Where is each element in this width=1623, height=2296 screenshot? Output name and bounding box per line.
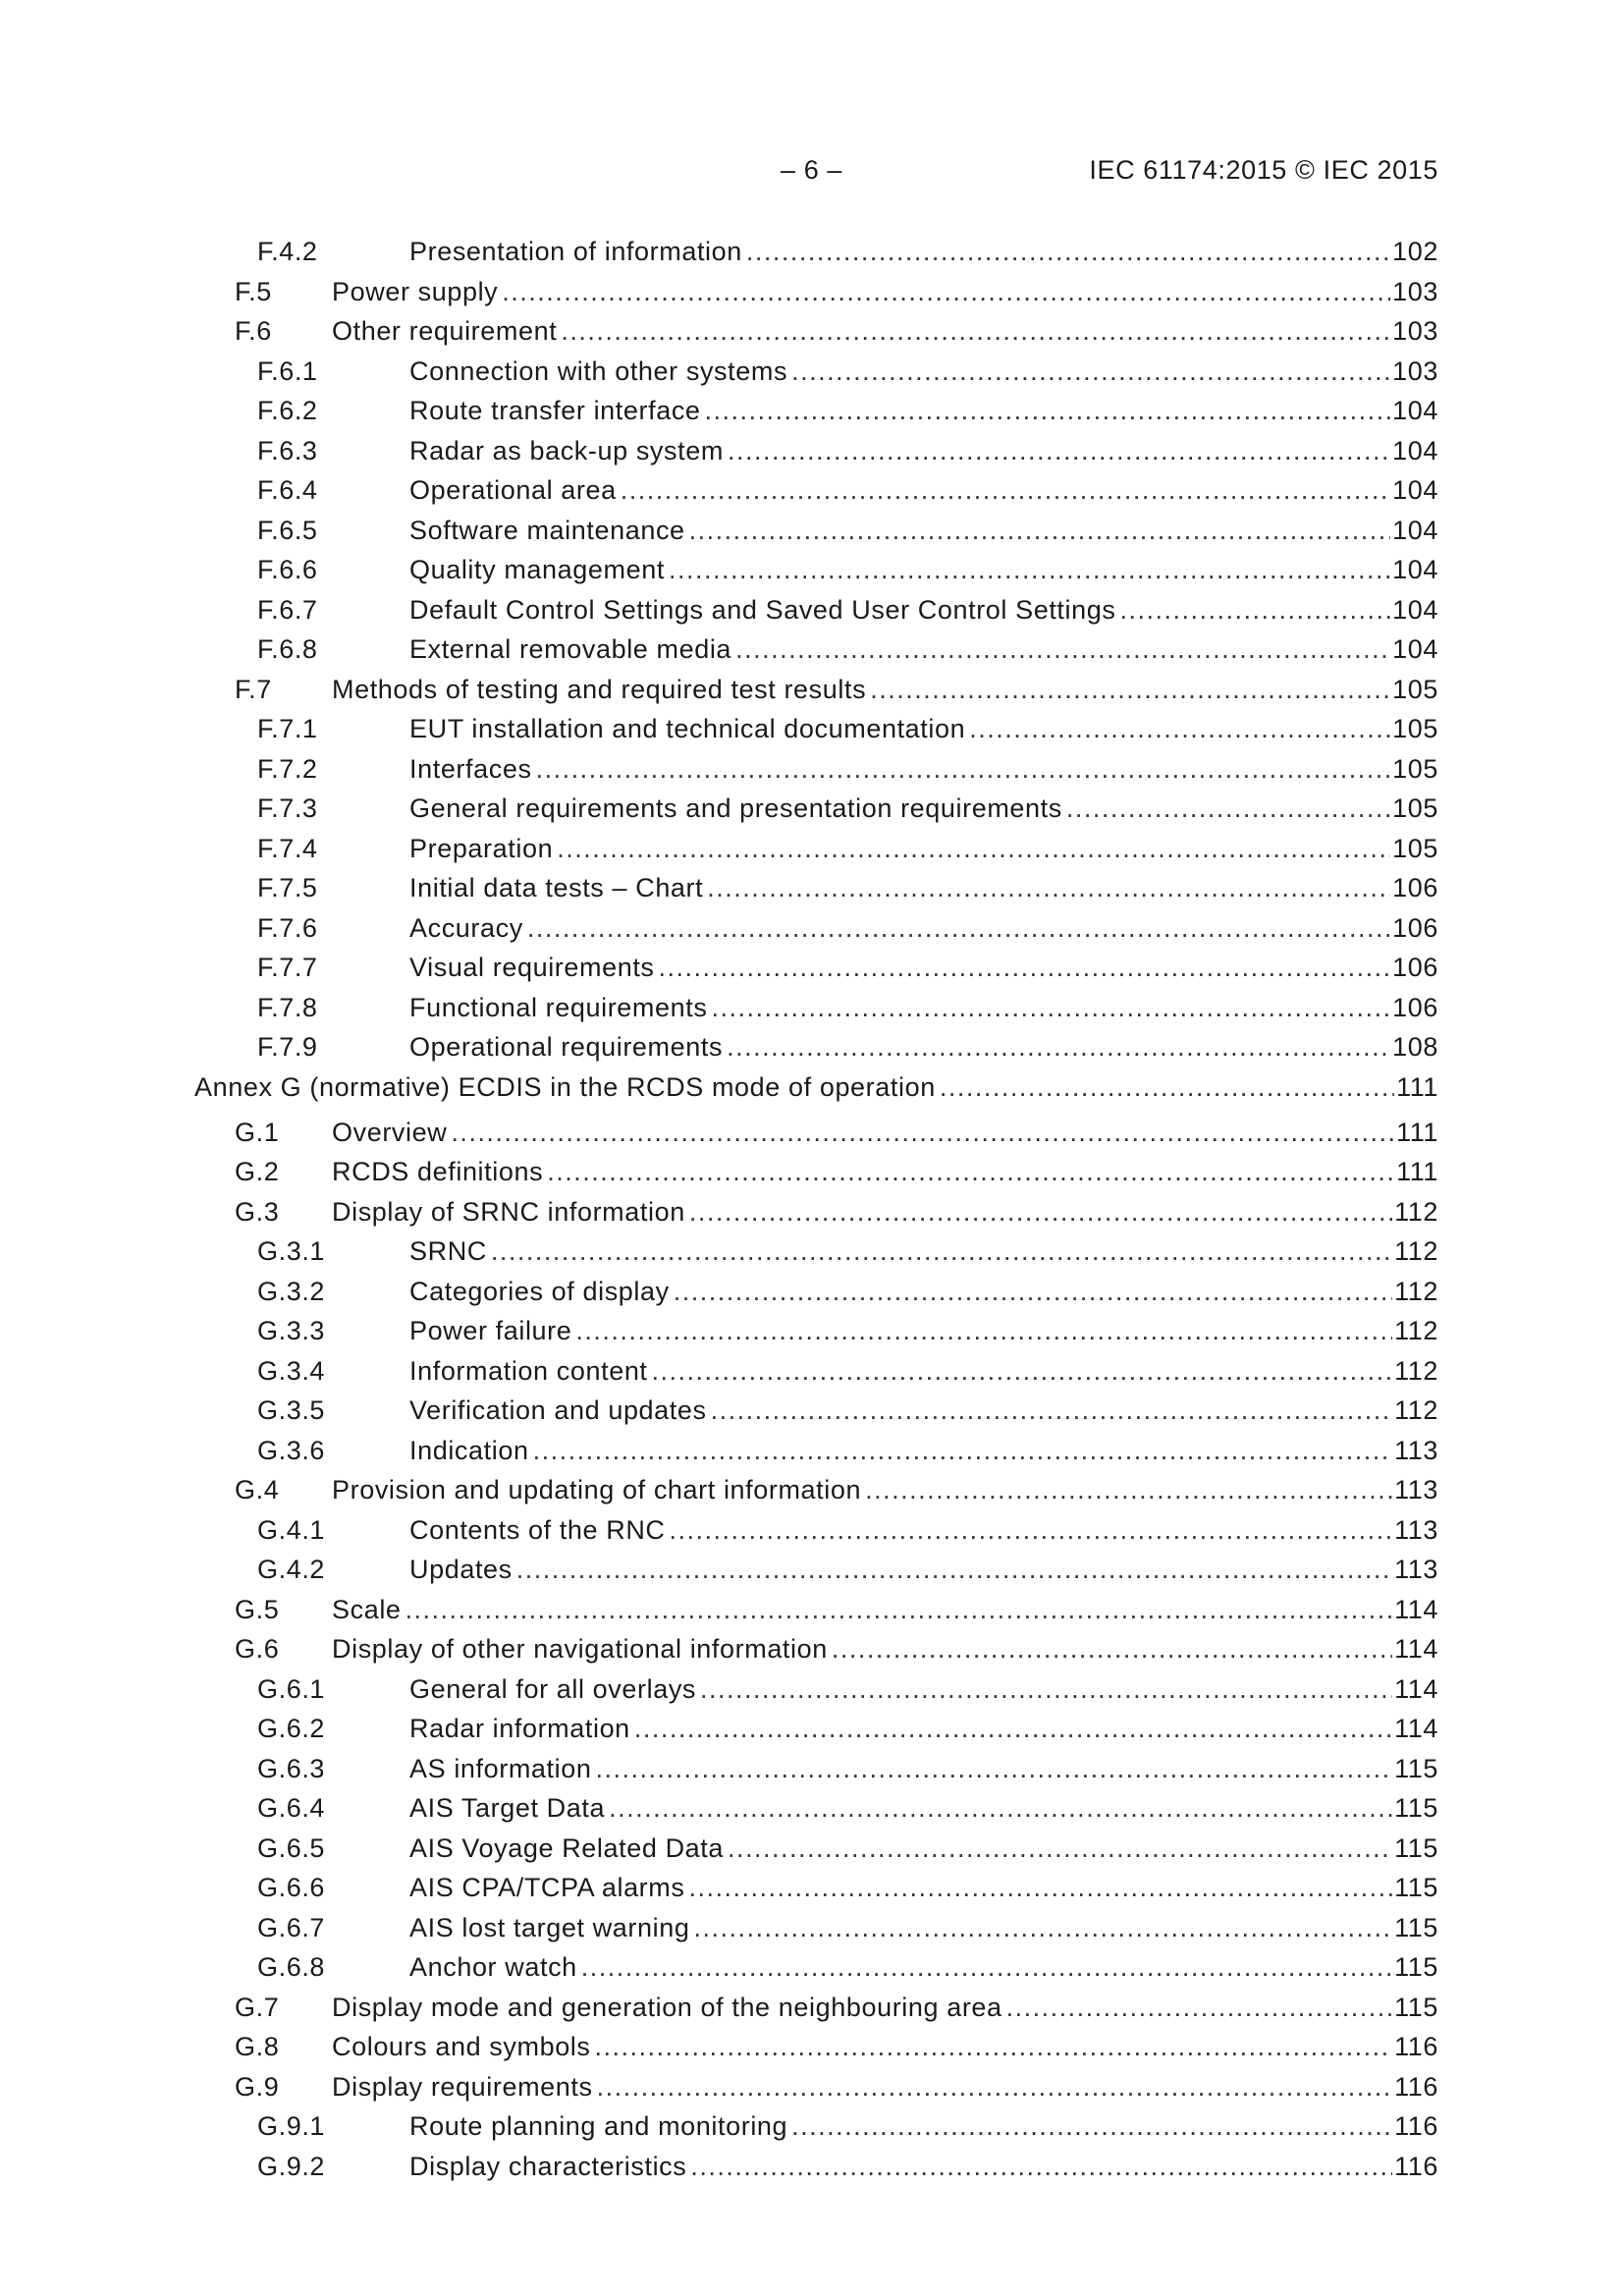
- toc-entry[interactable]: [0, 1231, 1623, 1272]
- dot-leader: [870, 670, 1390, 710]
- toc-entry-page: 111: [1396, 1117, 1438, 1147]
- toc-entry-leader: [409, 2147, 1438, 2187]
- toc-entry[interactable]: [0, 908, 1623, 949]
- toc-entry-title: Display characteristics: [409, 2147, 690, 2187]
- toc-entry-leader: [409, 1231, 1438, 1272]
- toc-entry-page: 105: [1392, 674, 1438, 704]
- dot-leader: [1006, 1988, 1392, 2028]
- toc-entry-number: G.4.2: [257, 1555, 326, 1584]
- toc-entry-title: Route transfer interface: [409, 391, 705, 431]
- toc-entry-leader: [332, 2027, 1438, 2067]
- dot-leader: [728, 431, 1390, 471]
- toc-entry[interactable]: [0, 2106, 1623, 2147]
- toc-entry-leader: [409, 2106, 1438, 2147]
- toc-entry-number: G.3.5: [257, 1395, 326, 1425]
- toc-entry-number: F.6.7: [257, 594, 318, 625]
- toc-entry[interactable]: [0, 868, 1623, 908]
- toc-entry-number: F.5: [235, 276, 272, 306]
- toc-entry[interactable]: [0, 1311, 1623, 1351]
- toc-entry-leader: [332, 1629, 1438, 1669]
- toc-entry[interactable]: [0, 352, 1623, 392]
- toc-entry-page: 106: [1392, 953, 1438, 982]
- dot-leader: [746, 232, 1390, 272]
- toc-entry[interactable]: [0, 1709, 1623, 1749]
- toc-entry-number: G.5: [235, 1594, 280, 1624]
- toc-entry[interactable]: [0, 629, 1623, 670]
- toc-entry-title: Scale: [332, 1590, 406, 1630]
- toc-entry-page: 113: [1394, 1555, 1438, 1584]
- toc-entry-number: G.8: [235, 2032, 280, 2061]
- toc-entry-number: G.6.3: [257, 1753, 326, 1783]
- toc-entry-leader: [332, 1590, 1438, 1630]
- toc-entry-number: F.6.4: [257, 475, 318, 505]
- toc-entry-leader: [409, 709, 1438, 749]
- toc-entry[interactable]: [0, 272, 1623, 312]
- toc-entry-number: F.7.7: [257, 953, 318, 982]
- dot-leader: [727, 1027, 1390, 1067]
- toc-entry[interactable]: [0, 550, 1623, 590]
- toc-entry-leader: [409, 1027, 1438, 1067]
- toc-entry-page: 112: [1394, 1355, 1438, 1386]
- toc-entry-page: 112: [1394, 1236, 1438, 1266]
- toc-entry-title: Radar as back-up system: [409, 431, 728, 471]
- toc-entry[interactable]: [0, 1749, 1623, 1789]
- dot-leader: [621, 470, 1390, 511]
- toc-entry[interactable]: [0, 1192, 1623, 1232]
- dot-leader: [1066, 789, 1390, 829]
- toc-entry[interactable]: [0, 232, 1623, 272]
- toc-entry-page: 112: [1394, 1316, 1438, 1345]
- toc-entry[interactable]: [0, 1829, 1623, 1869]
- dot-leader: [557, 829, 1390, 869]
- toc-entry-title: Verification and updates: [409, 1391, 711, 1431]
- toc-entry-page: 115: [1394, 1912, 1438, 1942]
- page-header: [0, 155, 1623, 191]
- toc-entry-title: General for all overlays: [409, 1669, 700, 1710]
- toc-entry-number: G.6.2: [257, 1714, 326, 1743]
- toc-entry-leader: [332, 1152, 1438, 1192]
- toc-entry-leader: [332, 1988, 1438, 2028]
- toc-entry-number: F.7.5: [257, 873, 318, 902]
- toc-entry-number: G.6.1: [257, 1673, 326, 1704]
- toc-entry[interactable]: [0, 1669, 1623, 1710]
- toc-entry[interactable]: [0, 391, 1623, 431]
- dot-leader: [634, 1709, 1392, 1749]
- toc-entry-leader: [409, 1749, 1438, 1789]
- toc-entry-leader: [332, 2067, 1438, 2107]
- toc-entry[interactable]: [0, 670, 1623, 710]
- toc-entry-leader: [409, 829, 1438, 869]
- dot-leader: [491, 1231, 1392, 1272]
- dot-leader: [688, 1868, 1392, 1908]
- dot-leader: [527, 908, 1390, 949]
- toc-entry-number: G.2: [235, 1157, 280, 1186]
- toc-entry[interactable]: [0, 1152, 1623, 1192]
- toc-entry-title: Display requirements: [332, 2067, 597, 2107]
- dot-leader: [690, 2147, 1392, 2187]
- toc-entry-leader: [332, 670, 1438, 710]
- toc-entry-number: G.4: [235, 1475, 280, 1504]
- toc-entry-page: 105: [1392, 833, 1438, 863]
- toc-entry-title: Accuracy: [409, 908, 527, 949]
- dot-leader: [689, 511, 1390, 551]
- dot-leader: [547, 1152, 1394, 1192]
- toc-entry[interactable]: [0, 470, 1623, 511]
- toc-entry-title: Display of other navigational information: [332, 1629, 832, 1669]
- toc-entry-number: G.3.1: [257, 1236, 326, 1266]
- toc-entry-title: Power failure: [409, 1311, 575, 1351]
- document-id: IEC 61174:2015 © IEC 2015: [1089, 155, 1438, 185]
- toc-entry-leader: [332, 272, 1438, 312]
- toc-entry-title: Updates: [409, 1550, 516, 1590]
- toc-entry[interactable]: [0, 431, 1623, 471]
- toc-entry[interactable]: [0, 511, 1623, 551]
- toc-entry-number: F.7: [235, 674, 272, 704]
- toc-entry-page: 112: [1394, 1196, 1438, 1227]
- toc-entry-page: 106: [1392, 912, 1438, 943]
- toc-entry[interactable]: [0, 1113, 1623, 1153]
- dot-leader: [832, 1629, 1392, 1669]
- dot-leader: [1119, 590, 1390, 630]
- toc-entry[interactable]: [0, 1988, 1623, 2028]
- toc-entry-leader: [409, 470, 1438, 511]
- toc-entry-title: General requirements and presentation requirements: [409, 789, 1066, 829]
- toc-entry-page: 105: [1392, 793, 1438, 823]
- toc-entry-leader: [409, 590, 1438, 630]
- toc-entry[interactable]: [0, 2027, 1623, 2067]
- toc-entry-leader: [194, 1067, 1438, 1108]
- dot-leader: [940, 1067, 1394, 1108]
- toc-entry-page: 106: [1392, 873, 1438, 902]
- toc-entry-number: G.3.3: [257, 1316, 326, 1345]
- page-number: – 6 –: [781, 155, 843, 185]
- dot-leader: [711, 1391, 1393, 1431]
- toc-entry-page: 106: [1392, 992, 1438, 1022]
- toc-entry-title: Initial data tests – Chart: [409, 868, 707, 908]
- toc-entry-leader: [332, 1192, 1438, 1232]
- toc-entry[interactable]: [0, 1550, 1623, 1590]
- toc-entry-page: 113: [1394, 1475, 1438, 1504]
- toc-entry-page: 103: [1392, 316, 1438, 346]
- dot-leader: [670, 1510, 1393, 1551]
- toc-entry-page: 114: [1394, 1634, 1438, 1664]
- toc-entry-page: 114: [1394, 1673, 1438, 1704]
- toc-entry-page: 116: [1394, 2111, 1438, 2141]
- toc-entry[interactable]: [0, 2067, 1623, 2107]
- toc-entry-number: F.6.1: [257, 355, 318, 386]
- toc-entry-page: 108: [1392, 1032, 1438, 1062]
- dot-leader: [595, 2027, 1393, 2067]
- dot-leader: [561, 311, 1390, 352]
- toc-entry-title: AIS lost target warning: [409, 1908, 693, 1948]
- toc-entry[interactable]: [0, 1470, 1623, 1510]
- dot-leader: [705, 391, 1391, 431]
- toc-entry-title: Route planning and monitoring: [409, 2106, 791, 2147]
- toc-entry-title: Preparation: [409, 829, 557, 869]
- dot-leader: [575, 1311, 1392, 1351]
- toc-entry-leader: [409, 908, 1438, 949]
- toc-entry-title: Presentation of information: [409, 232, 746, 272]
- toc-entry-title: Categories of display: [409, 1272, 674, 1312]
- toc-entry-number: G.6.4: [257, 1793, 326, 1823]
- toc-entry-title: External removable media: [409, 629, 735, 670]
- dot-leader: [969, 709, 1390, 749]
- toc-entry-page: 111: [1396, 1071, 1438, 1102]
- toc-entry-leader: [332, 1470, 1438, 1510]
- toc-entry-title: Operational requirements: [409, 1027, 727, 1067]
- toc-entry-page: 104: [1392, 634, 1438, 664]
- toc-entry[interactable]: [0, 311, 1623, 352]
- toc-entry-leader: [409, 1431, 1438, 1471]
- toc-entry-title: AIS Target Data: [409, 1788, 609, 1829]
- toc-entry-page: 112: [1394, 1395, 1438, 1425]
- toc-entry-number: F.7.9: [257, 1032, 318, 1062]
- dot-leader: [652, 1351, 1393, 1392]
- toc-entry-leader: [409, 1868, 1438, 1908]
- toc-entry[interactable]: [0, 1431, 1623, 1471]
- toc-entry[interactable]: [0, 1629, 1623, 1669]
- toc-entry-page: 103: [1392, 355, 1438, 386]
- toc-entry-page: 112: [1394, 1276, 1438, 1306]
- toc-entry-number: G.9: [235, 2071, 280, 2102]
- toc-entry-title: Operational area: [409, 470, 621, 511]
- toc-entry-page: 115: [1394, 1873, 1438, 1902]
- toc-entry-title: Overview: [332, 1113, 451, 1153]
- toc-entry[interactable]: [0, 988, 1623, 1028]
- dot-leader: [791, 2106, 1392, 2147]
- toc-entry-number: G.3.4: [257, 1355, 326, 1386]
- toc-entry-leader: [409, 1510, 1438, 1551]
- toc-entry-page: 115: [1394, 1952, 1438, 1982]
- toc-entry-leader: [409, 550, 1438, 590]
- toc-entry-page: 116: [1394, 2151, 1438, 2181]
- toc-entry[interactable]: [0, 1272, 1623, 1312]
- toc-entry-leader: [409, 1550, 1438, 1590]
- toc-entry-title: AIS Voyage Related Data: [409, 1829, 728, 1869]
- toc-entry-page: 102: [1392, 237, 1438, 266]
- toc-entry-title: Connection with other systems: [409, 352, 791, 392]
- toc-entry[interactable]: [0, 749, 1623, 790]
- dot-leader: [536, 749, 1391, 790]
- toc-entry-leader: [409, 1908, 1438, 1948]
- toc-entry-page: 113: [1394, 1435, 1438, 1465]
- toc-entry-title: Software maintenance: [409, 511, 689, 551]
- toc-entry-page: 114: [1394, 1714, 1438, 1743]
- toc-entry-page: 111: [1396, 1157, 1438, 1186]
- toc-entry-number: G.3.6: [257, 1435, 326, 1465]
- dot-leader: [451, 1113, 1394, 1153]
- toc-entry-page: 105: [1392, 714, 1438, 743]
- toc-entry-page: 116: [1394, 2032, 1438, 2061]
- toc-entry[interactable]: [0, 1351, 1623, 1392]
- toc-entry-number: F.6.2: [257, 396, 318, 425]
- toc-entry-number: G.9.2: [257, 2151, 326, 2181]
- toc-entry[interactable]: [0, 948, 1623, 988]
- toc-entry-number: F.7.4: [257, 833, 318, 863]
- toc-entry-title: Interfaces: [409, 749, 536, 790]
- toc-entry-number: F.7.2: [257, 753, 318, 784]
- toc-entry-number: F.7.8: [257, 992, 318, 1022]
- toc-entry-leader: [409, 1272, 1438, 1312]
- toc-entry[interactable]: [0, 1947, 1623, 1988]
- dot-leader: [693, 1908, 1392, 1948]
- toc-entry[interactable]: [0, 1391, 1623, 1431]
- toc-entry[interactable]: [0, 1908, 1623, 1948]
- toc-entry-title: SRNC: [409, 1231, 491, 1272]
- toc-entry-page: 105: [1392, 753, 1438, 784]
- toc-entry-title: Quality management: [409, 550, 669, 590]
- toc-entry-page: 104: [1392, 396, 1438, 425]
- toc-entry-title: Indication: [409, 1431, 533, 1471]
- toc-entry-number: G.6.6: [257, 1873, 326, 1902]
- toc-entry-title: Other requirement: [332, 311, 561, 352]
- dot-leader: [533, 1431, 1393, 1471]
- toc-annex-heading[interactable]: [0, 1067, 1623, 1113]
- toc-entry-page: 115: [1394, 1992, 1438, 2022]
- toc-entry-number: F.6.8: [257, 634, 318, 664]
- toc-entry-page: 115: [1394, 1753, 1438, 1783]
- toc-entry-leader: [332, 1113, 1438, 1153]
- toc-entry[interactable]: [0, 1590, 1623, 1630]
- toc-entry-leader: [409, 1947, 1438, 1988]
- dot-leader: [689, 1192, 1392, 1232]
- toc-entry-title: AS information: [409, 1749, 595, 1789]
- dot-leader: [581, 1947, 1392, 1988]
- toc-entry-title: Methods of testing and required test results: [332, 670, 870, 710]
- dot-leader: [865, 1470, 1392, 1510]
- toc-entry-title: Contents of the RNC: [409, 1510, 670, 1551]
- toc-entry-number: G.4.1: [257, 1514, 326, 1545]
- toc-entry[interactable]: [0, 789, 1623, 829]
- toc-entry-number: F.4.2: [257, 237, 318, 266]
- toc-entry-leader: [409, 948, 1438, 988]
- toc-entry-leader: [409, 1351, 1438, 1392]
- toc-entry-title: Annex G (normative) ECDIS in the RCDS mode of operation: [194, 1067, 940, 1108]
- toc-entry[interactable]: [0, 829, 1623, 869]
- toc-entry-leader: [409, 232, 1438, 272]
- toc-entry-title: Display of SRNC information: [332, 1192, 689, 1232]
- toc-entry-title: Information content: [409, 1351, 652, 1392]
- dot-leader: [597, 2067, 1393, 2107]
- toc-entry[interactable]: [0, 1027, 1623, 1067]
- toc-entry-leader: [409, 1829, 1438, 1869]
- toc-entry-title: AIS CPA/TCPA alarms: [409, 1868, 688, 1908]
- toc-entry-leader: [409, 1788, 1438, 1829]
- toc-entry-leader: [332, 311, 1438, 352]
- toc-entry-leader: [409, 789, 1438, 829]
- toc-entry-leader: [409, 1669, 1438, 1710]
- toc-entry[interactable]: [0, 1868, 1623, 1908]
- dot-leader: [791, 352, 1390, 392]
- toc-entry[interactable]: [0, 1788, 1623, 1829]
- toc-entry-page: 114: [1394, 1594, 1438, 1624]
- toc-entry-number: F.6.5: [257, 515, 318, 545]
- toc-entry-title: Anchor watch: [409, 1947, 581, 1988]
- toc-entry-number: G.6.7: [257, 1912, 326, 1942]
- toc-entry-number: F.6.6: [257, 555, 318, 584]
- table-of-contents: [0, 232, 1623, 2186]
- toc-entry-number: G.6: [235, 1634, 280, 1664]
- toc-entry-title: Power supply: [332, 272, 502, 312]
- toc-entry-number: F.6: [235, 316, 272, 346]
- toc-entry-title: Functional requirements: [409, 988, 711, 1028]
- toc-entry-title: Visual requirements: [409, 948, 659, 988]
- toc-entry-leader: [409, 1391, 1438, 1431]
- toc-entry-number: G.7: [235, 1992, 280, 2022]
- toc-entry-leader: [409, 352, 1438, 392]
- toc-entry-leader: [409, 431, 1438, 471]
- toc-entry-title: RCDS definitions: [332, 1152, 547, 1192]
- toc-entry-leader: [409, 391, 1438, 431]
- toc-entry-title: Provision and updating of chart information: [332, 1470, 865, 1510]
- toc-entry-title: EUT installation and technical documentation: [409, 709, 969, 749]
- toc-entry-leader: [409, 1311, 1438, 1351]
- toc-entry-leader: [409, 988, 1438, 1028]
- toc-entry-leader: [409, 749, 1438, 790]
- dot-leader: [669, 550, 1390, 590]
- dot-leader: [728, 1829, 1392, 1869]
- toc-entry-number: G.3.2: [257, 1276, 326, 1306]
- toc-entry-title: Default Control Settings and Saved User Control Settings: [409, 590, 1119, 630]
- toc-entry-page: 116: [1394, 2071, 1438, 2102]
- toc-entry-number: G.3: [235, 1196, 280, 1227]
- toc-entry-page: 104: [1392, 515, 1438, 545]
- toc-entry-title: Radar information: [409, 1709, 634, 1749]
- dot-leader: [674, 1272, 1392, 1312]
- toc-entry[interactable]: [0, 2147, 1623, 2187]
- toc-entry-page: 104: [1392, 475, 1438, 505]
- toc-entry[interactable]: [0, 590, 1623, 630]
- toc-entry-leader: [409, 511, 1438, 551]
- toc-entry-page: 113: [1394, 1514, 1438, 1545]
- toc-entry-number: G.1: [235, 1117, 280, 1147]
- toc-entry-title: Colours and symbols: [332, 2027, 595, 2067]
- toc-entry-page: 103: [1392, 276, 1438, 306]
- toc-entry-number: F.7.6: [257, 912, 318, 943]
- dot-leader: [595, 1749, 1392, 1789]
- toc-entry-number: G.9.1: [257, 2111, 326, 2141]
- toc-entry-page: 115: [1394, 1793, 1438, 1823]
- toc-entry[interactable]: [0, 1510, 1623, 1551]
- toc-entry-page: 104: [1392, 435, 1438, 465]
- dot-leader: [516, 1550, 1392, 1590]
- toc-entry-leader: [409, 868, 1438, 908]
- dot-leader: [406, 1590, 1393, 1630]
- toc-entry-page: 104: [1392, 594, 1438, 625]
- toc-entry-leader: [409, 1709, 1438, 1749]
- dot-leader: [609, 1788, 1392, 1829]
- dot-leader: [659, 948, 1391, 988]
- toc-entry-number: F.6.3: [257, 435, 318, 465]
- dot-leader: [700, 1669, 1392, 1710]
- dot-leader: [711, 988, 1390, 1028]
- toc-entry-number: G.6.5: [257, 1832, 326, 1863]
- toc-entry-title: Display mode and generation of the neighbouring area: [332, 1988, 1006, 2028]
- dot-leader: [735, 629, 1390, 670]
- dot-leader: [707, 868, 1390, 908]
- dot-leader: [502, 272, 1390, 312]
- toc-entry-number: G.6.8: [257, 1952, 326, 1982]
- toc-entry[interactable]: [0, 709, 1623, 749]
- toc-entry-page: 115: [1394, 1832, 1438, 1863]
- toc-entry-number: F.7.3: [257, 793, 318, 823]
- toc-entry-leader: [409, 629, 1438, 670]
- toc-entry-page: 104: [1392, 555, 1438, 584]
- toc-entry-number: F.7.1: [257, 714, 318, 743]
